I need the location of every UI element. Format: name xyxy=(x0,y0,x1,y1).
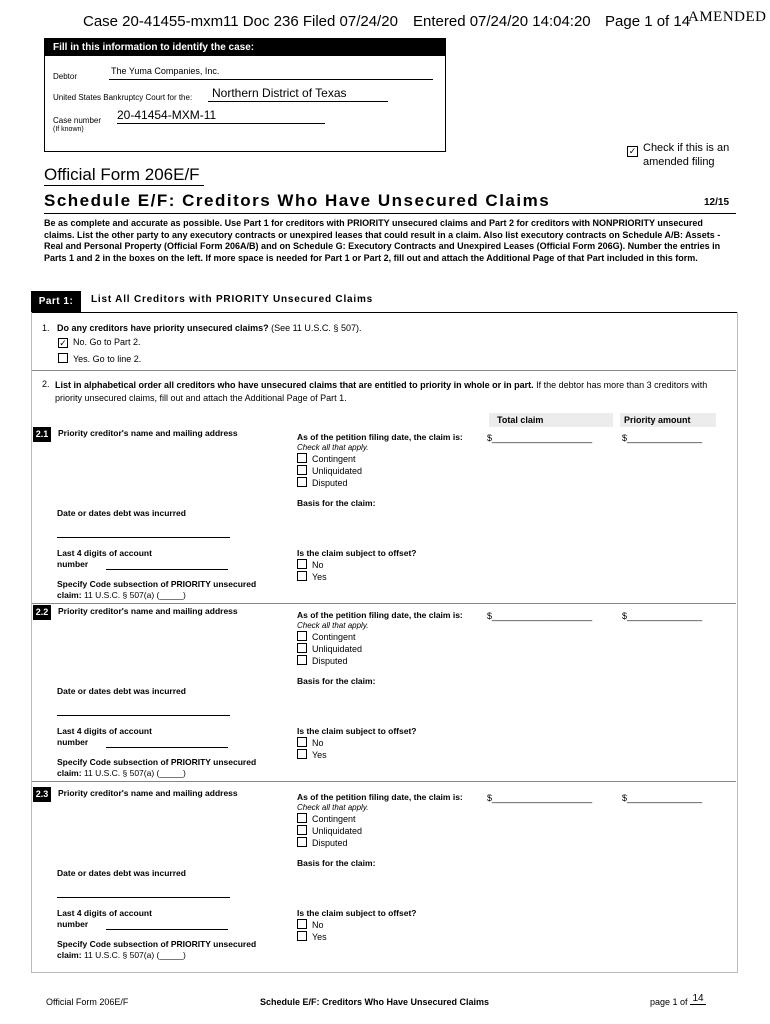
dates-field[interactable] xyxy=(57,537,230,538)
case-number-sublabel: (If known) xyxy=(53,126,84,133)
code-subsection-label: Specify Code subsection of PRIORITY unsecured xyxy=(57,757,257,767)
priority-amount-header xyxy=(620,413,716,427)
title-rule xyxy=(44,213,736,214)
priority-creditor-label: Priority creditor's name and mailing address xyxy=(58,606,238,616)
claim-label: claim: xyxy=(57,950,82,960)
disputed-label: Disputed xyxy=(312,838,348,848)
q1-yes-label: Yes. Go to line 2. xyxy=(73,354,142,364)
offset-yes-checkbox[interactable] xyxy=(297,749,327,760)
q1-option-yes[interactable] xyxy=(58,353,141,364)
offset-no-label: No xyxy=(312,560,324,570)
last4-field[interactable] xyxy=(106,569,228,570)
unliquidated-label: Unliquidated xyxy=(312,466,363,476)
last4-label-2: number xyxy=(57,559,89,569)
amended-label-line2: amended filing xyxy=(643,156,715,168)
q2-rest: If the debtor has more than 3 creditors with priority unsecured claims, fill out and attach the Additional Page of Part 1. xyxy=(55,380,708,403)
empty-checkbox-icon xyxy=(297,931,307,941)
page-stamp: Page 1 of 14 xyxy=(605,13,691,30)
debtor-field[interactable] xyxy=(109,65,433,80)
offset-no-checkbox[interactable] xyxy=(297,559,324,570)
priority-creditor-label: Priority creditor's name and mailing address xyxy=(58,788,238,798)
case-number-field[interactable] xyxy=(117,108,325,124)
contingent-label: Contingent xyxy=(312,632,356,642)
entered-stamp: Entered 07/24/20 14:04:20 xyxy=(413,13,591,30)
form-version: 12/15 xyxy=(704,197,730,208)
disputed-checkbox[interactable] xyxy=(297,477,348,488)
amended-label xyxy=(643,141,729,169)
code-subsection-label: Specify Code subsection of PRIORITY unsecured xyxy=(57,939,257,949)
amended-stamp: AMENDED xyxy=(688,9,767,25)
footer-page-total: 14 xyxy=(690,993,706,1005)
claim-code: 11 U.S.C. § 507(a) (_____) xyxy=(81,590,186,600)
priority-amount-field[interactable]: $_______________ xyxy=(622,793,703,803)
footer-title: Schedule E/F: Creditors Who Have Unsecured Claims xyxy=(260,997,490,1007)
empty-checkbox-icon xyxy=(297,825,307,835)
code-subsection-claim[interactable] xyxy=(57,950,186,960)
dates-label: Date or dates debt was incurred xyxy=(57,868,186,878)
dates-field[interactable] xyxy=(57,715,230,716)
disputed-label: Disputed xyxy=(312,478,348,488)
part1-header xyxy=(31,291,737,313)
last4-label-2: number xyxy=(57,919,89,929)
case-identification-box xyxy=(44,38,446,152)
q1-no-label: No. Go to Part 2. xyxy=(73,337,141,347)
footer-page xyxy=(650,993,706,1009)
contingent-checkbox[interactable] xyxy=(297,631,356,642)
basis-label: Basis for the claim: xyxy=(297,676,376,686)
empty-checkbox-icon xyxy=(297,453,307,463)
disputed-checkbox[interactable] xyxy=(297,837,348,848)
entry-divider xyxy=(32,603,736,604)
claim-label: claim: xyxy=(57,590,82,600)
offset-label: Is the claim subject to offset? xyxy=(297,548,417,558)
q1-number: 1. xyxy=(42,323,50,333)
offset-label: Is the claim subject to offset? xyxy=(297,908,417,918)
priority-amount-label: Priority amount xyxy=(624,415,691,425)
dates-label: Date or dates debt was incurred xyxy=(57,686,186,696)
check-all-note: Check all that apply. xyxy=(297,621,369,630)
q1-bold: Do any creditors have priority unsecured claims? xyxy=(57,323,269,333)
unliquidated-checkbox[interactable] xyxy=(297,465,362,476)
basis-label: Basis for the claim: xyxy=(297,858,376,868)
code-subsection-label: Specify Code subsection of PRIORITY unsecured xyxy=(57,579,257,589)
offset-yes-label: Yes xyxy=(312,932,327,942)
amended-checkbox[interactable] xyxy=(627,140,643,158)
offset-no-label: No xyxy=(312,920,324,930)
offset-yes-label: Yes xyxy=(312,572,327,582)
debtor-value: The Yuma Companies, Inc. xyxy=(111,66,220,76)
priority-amount-field[interactable]: $_______________ xyxy=(622,611,703,621)
offset-no-checkbox[interactable] xyxy=(297,919,324,930)
footer-form-name: Official Form 206E/F xyxy=(46,997,129,1007)
code-subsection-claim[interactable] xyxy=(57,590,186,600)
disputed-label: Disputed xyxy=(312,656,348,666)
q2-bold: List in alphabetical order all creditors who have unsecured claims that are entitled to priority in whole or in part. xyxy=(55,380,534,390)
dates-label: Date or dates debt was incurred xyxy=(57,508,186,518)
court-field[interactable] xyxy=(208,86,388,102)
empty-checkbox-icon xyxy=(297,837,307,847)
empty-checkbox-icon xyxy=(297,749,307,759)
as-of-label: As of the petition filing date, the claim is: xyxy=(297,610,463,620)
total-claim-field[interactable]: $____________________ xyxy=(487,793,593,803)
entry-divider xyxy=(32,781,736,782)
entry-number: 2.1 xyxy=(33,427,51,442)
last4-label: Last 4 digits of account xyxy=(57,726,152,736)
case-stamp: Case 20-41455-mxm11 Doc 236 Filed 07/24/20 xyxy=(83,13,398,30)
priority-creditor-label: Priority creditor's name and mailing address xyxy=(58,428,238,438)
case-number-value: 20-41454-MXM-11 xyxy=(117,108,217,122)
court-label: United States Bankruptcy Court for the: xyxy=(53,93,193,102)
offset-yes-checkbox[interactable] xyxy=(297,931,327,942)
check-mark-icon: ✓ xyxy=(59,338,67,348)
code-subsection-claim[interactable] xyxy=(57,768,186,778)
empty-checkbox-icon xyxy=(297,643,307,653)
total-claim-label: Total claim xyxy=(497,415,544,425)
unliquidated-label: Unliquidated xyxy=(312,644,363,654)
as-of-label: As of the petition filing date, the claim is: xyxy=(297,792,463,802)
q1-rest: (See 11 U.S.C. § 507). xyxy=(268,323,362,333)
q1-text xyxy=(57,323,361,333)
check-all-note: Check all that apply. xyxy=(297,803,369,812)
empty-checkbox-icon xyxy=(297,737,307,747)
part1-label: Part 1: xyxy=(31,291,81,312)
claim-label: claim: xyxy=(57,768,82,778)
entry-number: 2.2 xyxy=(33,605,51,620)
offset-no-label: No xyxy=(312,738,324,748)
empty-checkbox-icon xyxy=(297,655,307,665)
last4-label-2: number xyxy=(57,737,89,747)
amended-label-line1: Check if this is an xyxy=(643,142,730,154)
form-name: Official Form 206E/F xyxy=(44,165,204,186)
contingent-label: Contingent xyxy=(312,454,356,464)
part1-title: List All Creditors with PRIORITY Unsecured Claims xyxy=(91,294,374,305)
empty-checkbox-icon xyxy=(297,813,307,823)
unliquidated-checkbox[interactable] xyxy=(297,825,362,836)
claim-code: 11 U.S.C. § 507(a) (_____) xyxy=(81,768,186,778)
schedule-title: Schedule E/F: Creditors Who Have Unsecured Claims xyxy=(44,191,551,210)
empty-checkbox-icon xyxy=(297,919,307,929)
court-value: Northern District of Texas xyxy=(212,86,347,100)
id-box-title: Fill in this information to identify the case: xyxy=(45,39,445,56)
q1-divider xyxy=(32,370,736,371)
total-claim-header xyxy=(489,413,613,427)
total-claim-field[interactable]: $____________________ xyxy=(487,433,593,443)
last4-field[interactable] xyxy=(106,929,228,930)
empty-checkbox-icon xyxy=(297,631,307,641)
empty-checkbox-icon xyxy=(58,353,68,363)
footer-page-prefix: page 1 of xyxy=(650,997,688,1007)
q1-option-no[interactable] xyxy=(58,337,141,348)
claim-code: 11 U.S.C. § 507(a) (_____) xyxy=(81,950,186,960)
basis-label: Basis for the claim: xyxy=(297,498,376,508)
check-all-note: Check all that apply. xyxy=(297,443,369,452)
as-of-label: As of the petition filing date, the claim is: xyxy=(297,432,463,442)
q2-text xyxy=(55,379,725,405)
disputed-checkbox[interactable] xyxy=(297,655,348,666)
debtor-label: Debtor xyxy=(53,72,78,81)
empty-checkbox-icon xyxy=(297,477,307,487)
offset-no-checkbox[interactable] xyxy=(297,737,324,748)
last4-field[interactable] xyxy=(106,747,228,748)
unliquidated-label: Unliquidated xyxy=(312,826,363,836)
contingent-checkbox[interactable] xyxy=(297,453,356,464)
total-claim-field[interactable]: $____________________ xyxy=(487,611,593,621)
unliquidated-checkbox[interactable] xyxy=(297,643,362,654)
offset-label: Is the claim subject to offset? xyxy=(297,726,417,736)
dates-field[interactable] xyxy=(57,897,230,898)
offset-yes-checkbox[interactable] xyxy=(297,571,327,582)
case-number-label: Case number xyxy=(53,116,102,125)
check-mark-icon: ✓ xyxy=(628,146,637,156)
last4-label: Last 4 digits of account xyxy=(57,908,152,918)
empty-checkbox-icon xyxy=(297,571,307,581)
last4-label: Last 4 digits of account xyxy=(57,548,152,558)
contingent-label: Contingent xyxy=(312,814,356,824)
empty-checkbox-icon xyxy=(297,465,307,475)
offset-yes-label: Yes xyxy=(312,750,327,760)
entry-number: 2.3 xyxy=(33,787,51,802)
form-instructions: Be as complete and accurate as possible. Use Part 1 for creditors with PRIORITY unsecured claims and Part 2 for creditors with NONPRIORITY unsecured claims. List the other party to any executory contracts or unexpired leases that could result in a claim. Also list executory contracts on Schedule A/B: Assets - Real and Personal Property (Official Form 206A/B) and on Schedule G: Executory Contracts and Unexpired Leases (Official Form 206G). Number the entries in Parts 1 and 2 in the boxes on the left. If more space is needed for Part 1 or Part 2, fill out and attach the Additional Page of that Part included in this form. xyxy=(44,218,721,263)
q2-number: 2. xyxy=(42,379,50,389)
priority-amount-field[interactable]: $_______________ xyxy=(622,433,703,443)
contingent-checkbox[interactable] xyxy=(297,813,356,824)
empty-checkbox-icon xyxy=(297,559,307,569)
